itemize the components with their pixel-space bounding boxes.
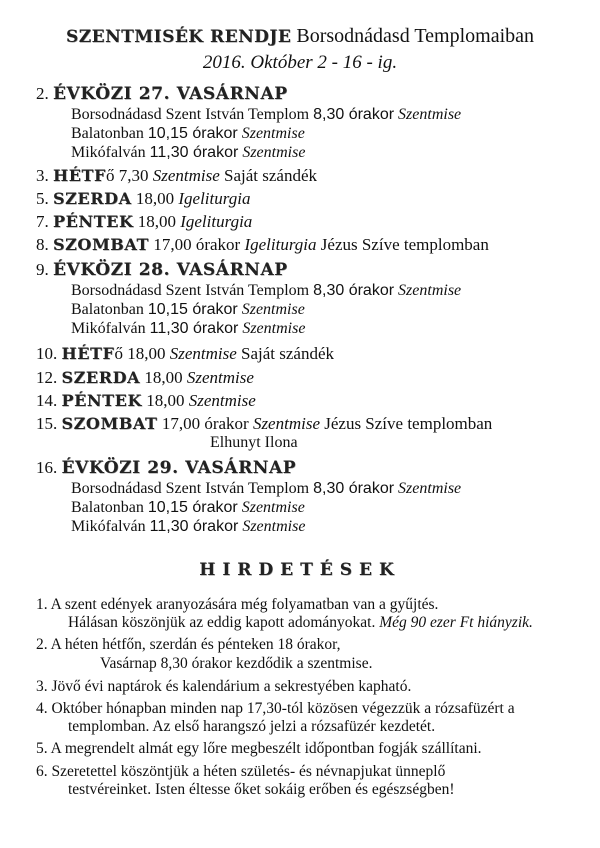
schedule-day: [36, 166, 317, 186]
day-name: PÉNTEK: [53, 212, 134, 231]
type: Szentmise: [241, 301, 305, 318]
announcement-continuation: Vasárnap 8,30 órakor kezdődik a szentmise.: [100, 655, 373, 672]
item-number: 3.: [36, 678, 48, 695]
item-text: Október hónapban minden nap 17,30-tól közösen végezzük a rózsafüzért a: [51, 700, 515, 717]
page-title: [0, 25, 600, 48]
item-number: 6.: [36, 763, 48, 780]
item-number: 5.: [36, 740, 48, 757]
day-suffix: ő: [114, 344, 123, 363]
day-number: 16.: [36, 458, 58, 477]
time: 18,00: [146, 391, 185, 410]
announcements-title: HIRDETÉSEK: [199, 560, 401, 580]
day-name: ÉVKÖZI 28. VASÁRNAP: [53, 260, 288, 280]
day-suffix: ő: [105, 166, 115, 185]
time: 8,30 órakor: [313, 480, 395, 497]
type: Szentmise: [398, 282, 462, 299]
date-range: 2016. Október 2 - 16 - ig.: [202, 52, 398, 73]
mass-detail: [71, 144, 305, 162]
time: 18,00: [137, 212, 176, 231]
type: Szentmise: [398, 480, 462, 497]
day-name: SZERDA: [61, 368, 141, 387]
schedule-day: [36, 458, 296, 478]
note: Saját szándék: [241, 344, 335, 363]
day-name: HÉTF: [61, 344, 115, 363]
mass-detail: [71, 106, 461, 124]
time: 11,30 órakor: [149, 320, 239, 337]
item-number: 4.: [36, 700, 48, 717]
day-name: PÉNTEK: [61, 391, 142, 410]
type: Szentmise: [241, 125, 305, 142]
note: Jézus Szíve templomban: [324, 414, 493, 433]
day-number: 10.: [36, 344, 58, 363]
schedule-day: [36, 414, 492, 434]
mass-detail: [71, 499, 305, 517]
time: 7,30: [118, 166, 149, 185]
mass-detail: [71, 282, 461, 300]
note: Jézus Szíve templomban: [320, 235, 489, 254]
type: Szentmise: [241, 499, 305, 516]
place: Borsodnádasd Szent István Templom: [71, 480, 310, 497]
day-number: 9.: [36, 260, 49, 279]
time: 11,30 órakor: [149, 144, 239, 161]
type: Szentmise: [169, 344, 237, 363]
place: Mikófalván: [71, 144, 146, 161]
place: Borsodnádasd Szent István Templom: [71, 106, 310, 123]
item-text: Szeretettel köszöntjük a héten születés- és névnapjukat ünneplő: [51, 763, 446, 780]
type: Szentmise: [398, 106, 462, 123]
time: 11,30 órakor: [149, 518, 239, 535]
announcement-item: [36, 700, 515, 718]
day-number: 3.: [36, 166, 49, 185]
announcement-item: [36, 740, 482, 758]
note: Saját szándék: [224, 166, 318, 185]
item-text: A héten hétfőn, szerdán és pénteken 18 órakor,: [50, 636, 341, 653]
schedule-day: [36, 235, 489, 255]
schedule-day: [36, 212, 252, 232]
time: 18,00: [127, 344, 166, 363]
time: 18,00: [135, 189, 175, 208]
item-number: 1.: [36, 596, 48, 613]
schedule-day: [36, 189, 250, 209]
item-text: A megrendelt almát egy lőre megbeszélt időpontban fogják szállítani.: [50, 740, 482, 757]
day-name: ÉVKÖZI 29. VASÁRNAP: [61, 458, 297, 478]
item-highlight: Még 90 ezer Ft hiányzik.: [379, 614, 533, 631]
mass-detail: [71, 125, 305, 143]
schedule-day: [36, 368, 254, 388]
type: Szentmise: [188, 391, 256, 410]
item-text: A szent edények aranyozására még folyamatban van a gyűjtés.: [50, 596, 439, 613]
day-number: 14.: [36, 391, 58, 410]
schedule-day: [36, 344, 334, 364]
mass-detail: [71, 480, 461, 498]
announcement-continuation: testvéreinket. Isten éltesse őket sokáig erőben és egészségben!: [68, 781, 455, 798]
day-name: ÉVKÖZI 27. VASÁRNAP: [53, 84, 288, 104]
time: 17,00 órakor: [153, 235, 241, 254]
title-blackletter: SZENTMISÉK RENDJE: [65, 27, 292, 47]
mass-detail: [71, 320, 305, 338]
type: Igeliturgia: [178, 189, 251, 208]
item-text: Hálásan köszönjük az eddig kapott adományokat.: [68, 614, 376, 631]
type: Igeliturgia: [180, 212, 253, 231]
day-number: 2.: [36, 84, 49, 103]
title-rest: Borsodnádasd Templomaiban: [296, 25, 535, 47]
time: 8,30 órakor: [313, 282, 395, 299]
type: Szentmise: [242, 320, 306, 337]
time: 18,00: [144, 368, 183, 387]
type: Szentmise: [252, 414, 320, 433]
schedule-day: [36, 391, 256, 411]
type: Szentmise: [152, 166, 220, 185]
announcement-continuation: [68, 614, 533, 632]
schedule-day: [36, 260, 288, 280]
type: Szentmise: [242, 144, 306, 161]
day-number: 7.: [36, 212, 49, 231]
place: Balatonban: [71, 499, 144, 516]
day-number: 12.: [36, 368, 58, 387]
type: Szentmise: [186, 368, 254, 387]
announcement-item: [36, 763, 445, 781]
place: Borsodnádasd Szent István Templom: [71, 282, 310, 299]
announcement-item: [36, 636, 341, 654]
mass-intention: Elhunyt Ilona: [210, 434, 298, 451]
item-number: 2.: [36, 636, 48, 653]
place: Balatonban: [71, 301, 144, 318]
day-number: 5.: [36, 189, 49, 208]
announcement-continuation: templomban. Az első harangszó jelzi a rózsafüzér kezdetét.: [68, 718, 436, 735]
day-name: SZOMBAT: [61, 414, 158, 433]
time: 10,15 órakor: [147, 125, 238, 142]
announcement-item: [36, 678, 411, 696]
place: Balatonban: [71, 125, 144, 142]
item-text: Jövő évi naptárok és kalendárium a sekrestyében kapható.: [51, 678, 412, 695]
time: 10,15 órakor: [147, 301, 238, 318]
mass-detail: [71, 301, 305, 319]
announcement-item: [36, 596, 438, 614]
time: 17,00 órakor: [161, 414, 249, 433]
schedule-day: [36, 84, 288, 104]
type: Igeliturgia: [244, 235, 317, 254]
time: 8,30 órakor: [313, 106, 395, 123]
mass-detail: [71, 518, 305, 536]
time: 10,15 órakor: [147, 499, 238, 516]
day-name: HÉTF: [53, 166, 106, 185]
type: Szentmise: [242, 518, 306, 535]
day-name: SZOMBAT: [53, 235, 150, 254]
day-name: SZERDA: [53, 189, 132, 208]
place: Mikófalván: [71, 518, 146, 535]
day-number: 8.: [36, 235, 49, 254]
place: Mikófalván: [71, 320, 146, 337]
day-number: 15.: [36, 414, 58, 433]
